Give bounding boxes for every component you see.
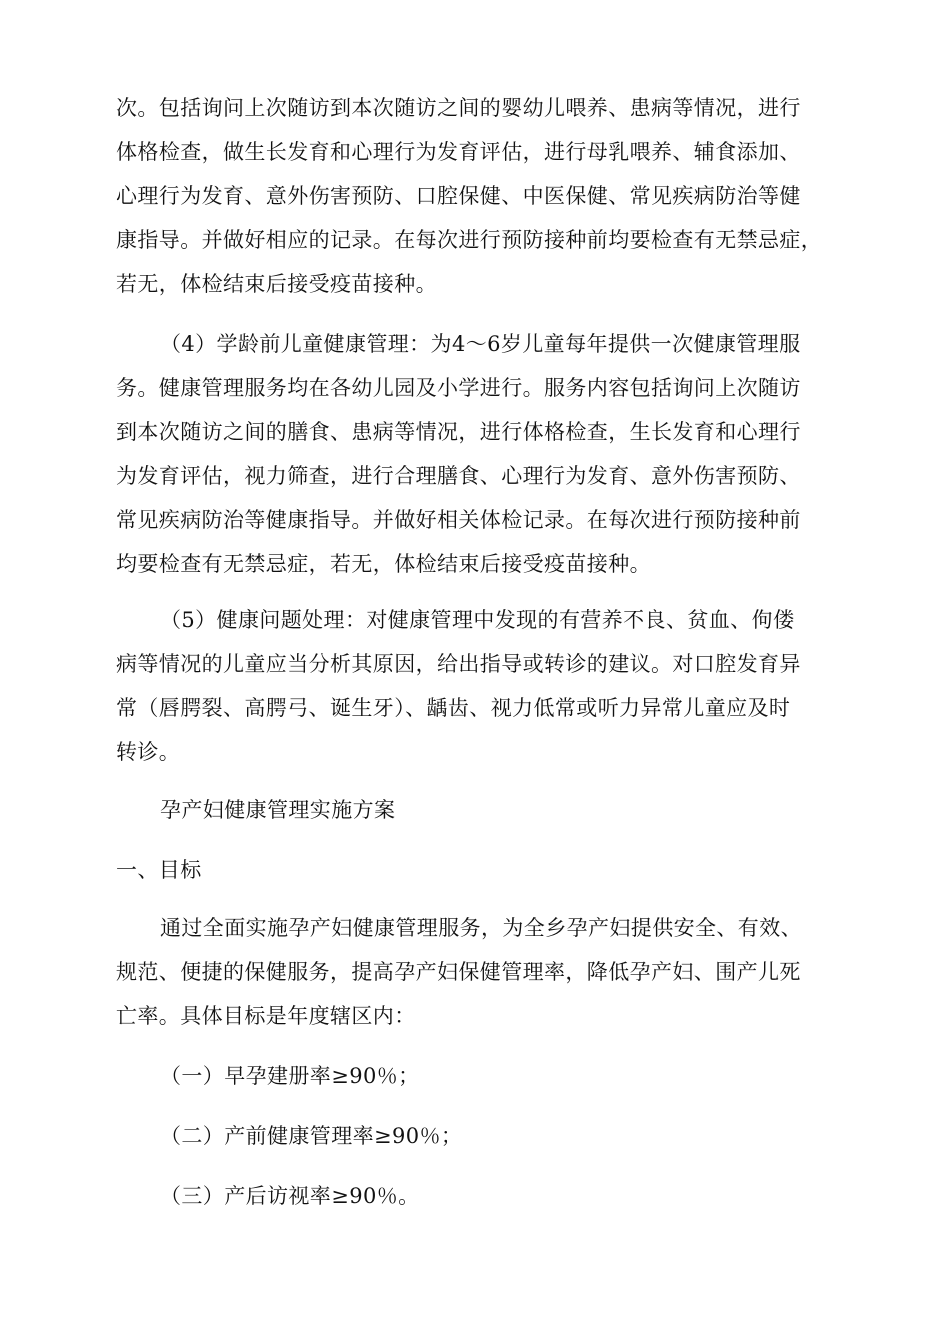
goal-item-1 [116,1054,846,1098]
text-line: 心理行为发育、意外伤害预防、口腔保健、中医保健、常见疾病防治等健 [116,184,801,208]
text-line: （5）健康问题处理：对健康管理中发现的有营养不良、贫血、佝偻 [160,608,795,632]
goal-item-3 [116,1174,846,1218]
text-line: 规范、便捷的保健服务，提高孕产妇保健管理率，降低孕产妇、围产儿死 [116,960,801,984]
text-line: 亡率。具体目标是年度辖区内： [116,1004,416,1028]
text-line: 为发育评估，视力筛查，进行合理膳食、心理行为发育、意外伤害预防、 [116,464,801,488]
list-item: （三）产后访视率≥90％。 [160,1184,420,1208]
heading-text: 孕产妇健康管理实施方案 [160,798,396,822]
list-item: （一）早孕建册率≥90％； [160,1064,420,1088]
paragraph-goals [116,906,846,1038]
text-line: 病等情况的儿童应当分析其原因，给出指导或转诊的建议。对口腔发育异 [116,652,801,676]
paragraph-preschool-health [116,322,846,586]
list-item: （二）产前健康管理率≥90％； [160,1124,463,1148]
text-line: （4）学龄前儿童健康管理：为4～6岁儿童每年提供一次健康管理服 [160,332,801,356]
text-line: 次。包括询问上次随访到本次随访之间的婴幼儿喂养、患病等情况，进行 [116,96,801,120]
text-line: 通过全面实施孕产妇健康管理服务，为全乡孕产妇提供安全、有效、 [160,916,802,940]
text-line: 体格检查，做生长发育和心理行为发育评估，进行母乳喂养、辅食添加、 [116,140,801,164]
text-line: 若无，体检结束后接受疫苗接种。 [116,272,437,296]
section-heading-goals [116,848,846,892]
section-title [116,788,846,832]
paragraph-health-issues [116,598,846,774]
text-line: 均要检查有无禁忌症，若无，体检结束后接受疫苗接种。 [116,552,651,576]
text-line: 转诊。 [116,740,181,764]
heading-text: 一、目标 [116,858,202,882]
paragraph-infant-checkup [116,86,846,306]
text-line: 康指导。并做好相应的记录。在每次进行预防接种前均要检查有无禁忌症， [116,228,823,252]
text-line: 到本次随访之间的膳食、患病等情况，进行体格检查，生长发育和心理行 [116,420,801,444]
text-line: 常见疾病防治等健康指导。并做好相关体检记录。在每次进行预防接种前 [116,508,801,532]
goal-item-2 [116,1114,846,1158]
text-line: 务。健康管理服务均在各幼儿园及小学进行。服务内容包括询问上次随访 [116,376,801,400]
text-line: 常（唇腭裂、高腭弓、诞生牙）、龋齿、视力低常或听力异常儿童应及时 [116,696,791,720]
